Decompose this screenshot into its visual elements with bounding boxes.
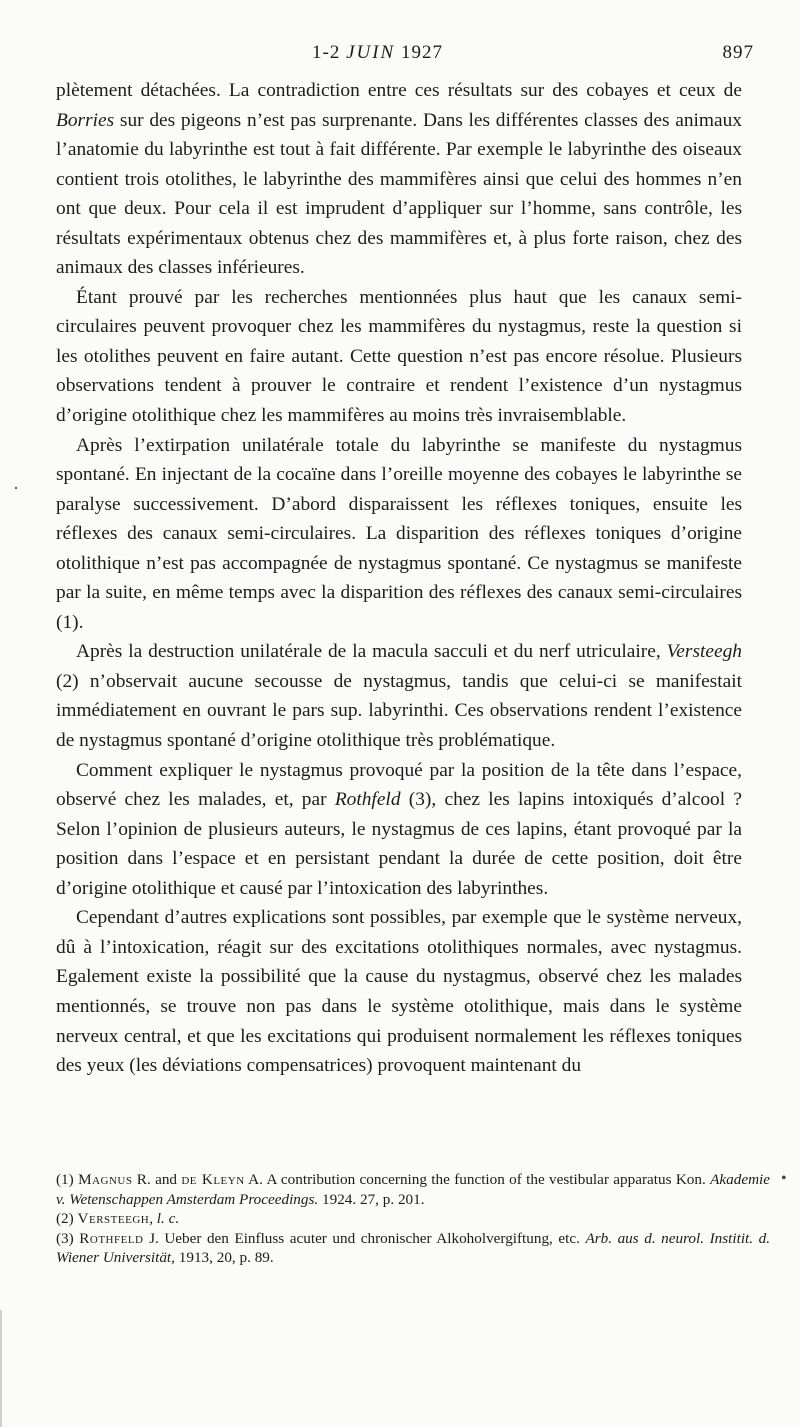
- paragraph: [56, 756, 742, 904]
- paragraph: [56, 903, 742, 1080]
- author-name: de Kleyn: [181, 1171, 245, 1188]
- text-run: 1924. 27, p. 201.: [318, 1190, 425, 1208]
- italic-text: Borries: [56, 109, 115, 131]
- italic-text: Versteegh: [666, 641, 742, 663]
- paragraph: [56, 283, 742, 431]
- italic-text: Rothfeld: [334, 789, 401, 811]
- paragraph: [56, 76, 742, 283]
- italic-text: l. c.: [156, 1210, 180, 1228]
- text-run: (3), chez les lapins intoxiqués d’alcool ? Selon l’opinion de plusieurs auteurs, le nystagmus de ces lapins, étant provoqué par la position dans l’espace et en persistant pendant la durée de cette position, doit être d’origine otolithique et causé par l’intoxication des labyrinthes.: [56, 789, 742, 899]
- text-run: 1913, 20, p. 89.: [174, 1249, 274, 1267]
- page-number: 897: [722, 42, 754, 63]
- margin-mark: •: [781, 1170, 787, 1187]
- text-run: (2): [56, 1210, 78, 1228]
- text-run: (1): [56, 1171, 79, 1188]
- text-run: (3): [56, 1229, 80, 1247]
- text-run: sur des pigeons n’est pas surprenante. Dans les différentes classes des animaux l’anatomie du labyrinthe est tout à fait différente. Par exemple le labyrinthe des oiseaux contient trois otolithes, le labyrinthe des mammifères ainsi que celui des hommes n’en ont que deux. Pour cela il est imprudent d’appliquer sur l’homme, sans contrôle, les résultats expérimentaux obtenus chez des mammifères et, à plus forte raison, chez des animaux des classes inférieures.: [56, 109, 742, 279]
- text-run: ,: [149, 1210, 157, 1228]
- text-run: A. A contribution concerning the function of the vestibular apparatus Kon.: [244, 1171, 711, 1188]
- author-name: Magnus: [78, 1171, 133, 1188]
- running-head: [0, 42, 800, 66]
- paragraph: [56, 637, 742, 755]
- text-run: Après la destruction unilatérale de la macula sacculi et du nerf utriculaire,: [76, 641, 667, 663]
- footnote: [56, 1170, 770, 1209]
- footnotes: [56, 1170, 770, 1268]
- body-text: [56, 76, 742, 1081]
- paragraph: [56, 431, 742, 638]
- italic-text: Arb. aus d. neurol. Institit. d. Wiener Universität,: [56, 1229, 770, 1267]
- scan-edge: [0, 1310, 2, 1427]
- margin-mark: ·: [13, 478, 19, 498]
- footnote: [56, 1229, 770, 1268]
- author-name: Versteegh: [77, 1210, 150, 1228]
- text-run: Comment expliquer le nystagmus provoqué par la position de la tête dans l’espace, observé chez les malades, et, par: [56, 759, 742, 811]
- text-run: Après l’extirpation unilatérale totale du labyrinthe se manifeste du nystagmus spontané. En injectant de la cocaïne dans l’oreille moyenne des cobayes le labyrinthe se paralyse successivement. D’abord disparaissent les réflexes toniques, ensuite les réflexes des canaux semi-circulaires. La disparition des réflexes toniques d’origine otolithique n’est pas accompagnée de nystagmus spontané. Ce nystagmus se manifeste par la suite, en même temps avec la disparition des réflexes des canaux semi-circulaires (1).: [56, 434, 742, 633]
- author-name: Rothfeld: [79, 1229, 144, 1247]
- text-run: Étant prouvé par les recherches mentionnées plus haut que les canaux semi-circulaires peuvent provoquer chez les mammifères du nystagmus, reste la question si les otolithes peuvent en faire autant. Cette question n’est pas encore résolue. Plusieurs observations tendent à prouver le contraire et rendent l’existence d’un nystagmus d’origine otolithique chez les mammifères au moins très invraisemblable.: [56, 286, 742, 427]
- text-run: plètement détachées. La contradiction entre ces résultats sur des cobayes et ceux de: [56, 80, 742, 101]
- issue-date: 1-2 JUIN 1927: [312, 42, 443, 63]
- italic-text: Akademie v. Wetenschappen Amsterdam Proceedings.: [56, 1171, 770, 1208]
- footnote: [56, 1209, 770, 1229]
- text-run: Cependant d’autres explications sont possibles, par exemple que le système nerveux, dû à l’intoxication, réagit sur des excitations otolithiques normales, avec nystagmus. Egalement existe la possibilité que la cause du nystagmus, observé chez les malades mentionnés, se trouve non pas dans le système otolithique, mais dans le système nerveux central, et que les excitations qui produisent normalement les réflexes toniques des yeux (les déviations compensatrices) provoquent maintenant du: [56, 907, 742, 1077]
- text-run: J. Ueber den Einfluss acuter und chronischer Alkoholvergiftung, etc.: [143, 1229, 586, 1247]
- text-run: R. and: [132, 1171, 182, 1188]
- text-run: (2) n’observait aucune secousse de nystagmus, tandis que celui-ci se manifestait immédiatement en ouvrant le pars sup. labyrinthi. Ces observations rendent l’existence de nystagmus spontané d’origine otolithique très problématique.: [56, 670, 742, 752]
